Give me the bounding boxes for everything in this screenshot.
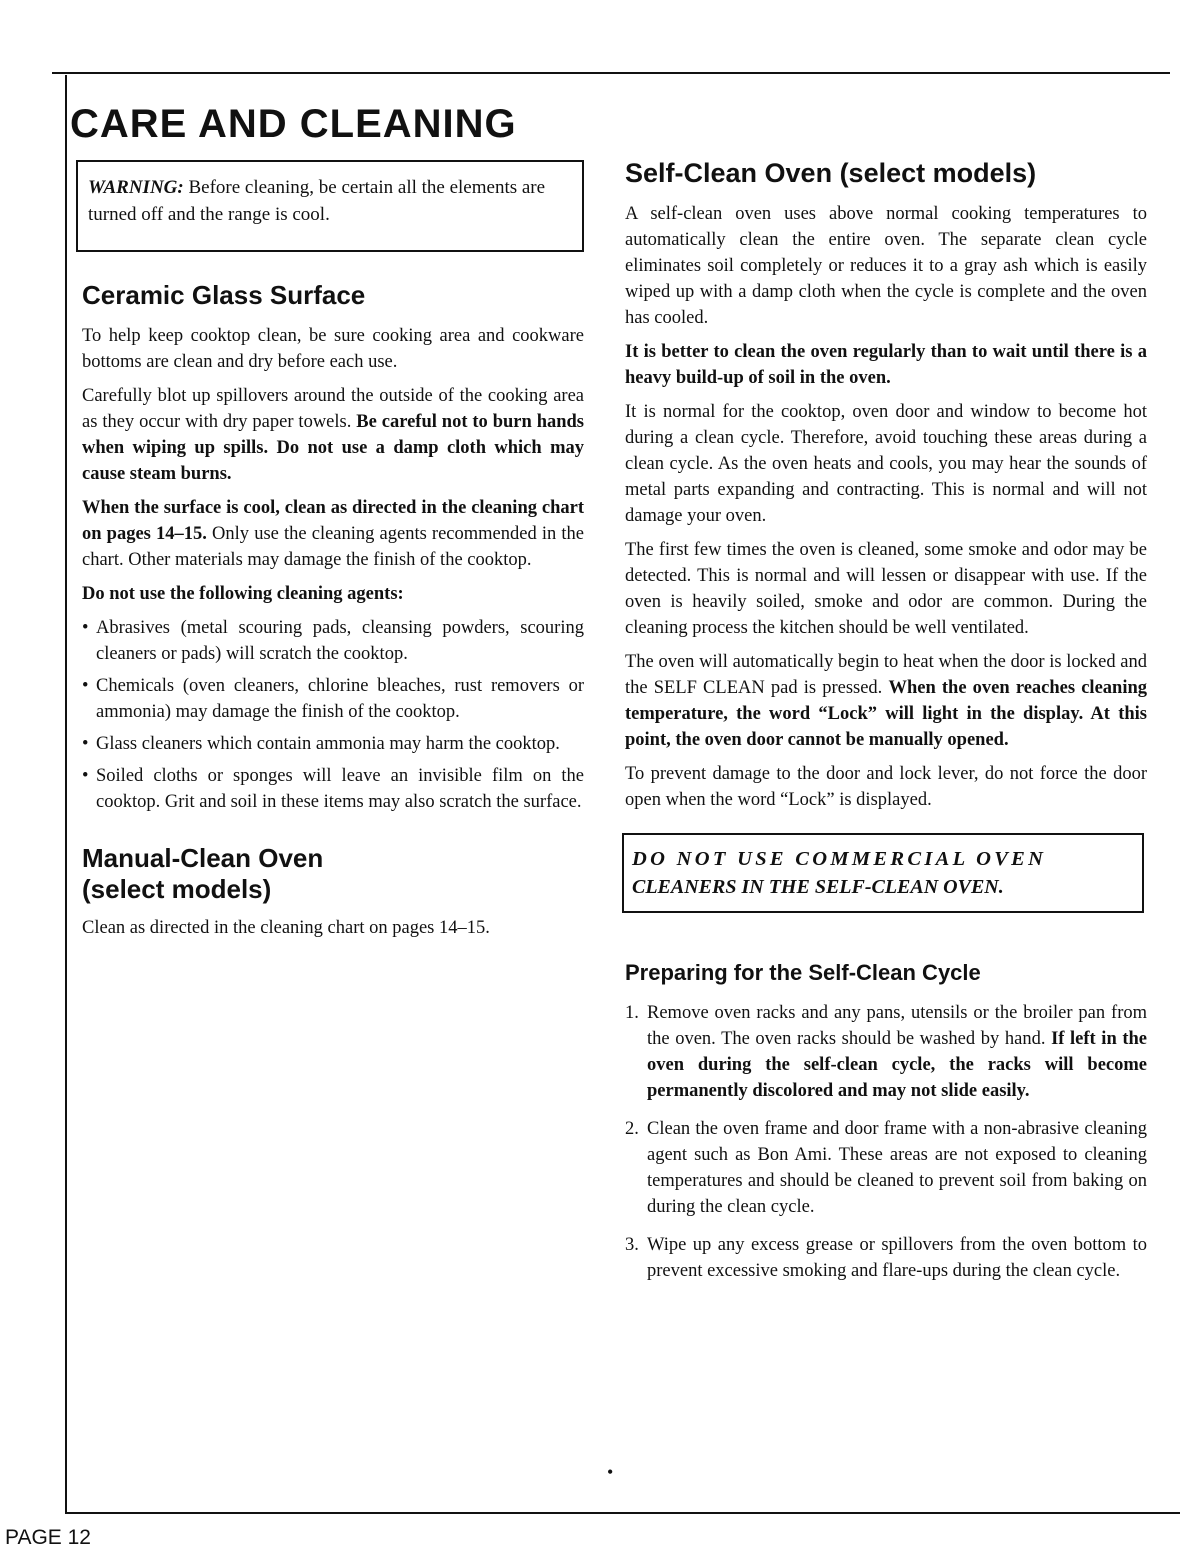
- list-item: • Glass cleaners which contain ammonia may harm the cooktop.: [82, 731, 584, 757]
- list-item: [625, 1000, 1147, 1104]
- step-number: 2.: [625, 1119, 639, 1139]
- manual-heading-line2: (select models): [82, 874, 272, 904]
- self-clean-heading: Self-Clean Oven (select models): [625, 158, 1037, 188]
- chart-text: Only use the cleaning agents recommended in the chart. Other materials may damage the finish of the cooktop.: [82, 524, 584, 570]
- list-item: [625, 1232, 1147, 1284]
- step-number: 3.: [625, 1235, 639, 1255]
- spills-warning: Be careful not to burn hands when wiping up spills. Do not use a damp cloth which may cause steam burns.: [82, 412, 585, 484]
- preparing-steps: [625, 1000, 1147, 1284]
- do-not-use-heading: Do not use the following cleaning agents:: [82, 584, 404, 604]
- chart-reference: When the surface is cool, clean as directed in the cleaning chart on pages 14–15.: [82, 498, 584, 544]
- spills-text: Carefully blot up spillovers around the outside of the cooking area as they occur with dry paper towels.: [82, 386, 584, 432]
- preparing-heading: Preparing for the Self-Clean Cycle: [625, 960, 981, 985]
- self-clean-lock-paragraph: [625, 649, 1147, 753]
- ceramic-chart-paragraph: [82, 495, 584, 573]
- list-item: [625, 1116, 1147, 1220]
- self-clean-damage-paragraph: To prevent damage to the door and lock lever, do not force the door open when the word “Lock” is displayed.: [625, 764, 1147, 810]
- step-warning: If left in the oven during the self-clean cycle, the racks will become permanently discolored and may not slide easily.: [647, 1029, 1148, 1101]
- page-number: PAGE 12: [5, 1526, 91, 1549]
- ceramic-heading: Ceramic Glass Surface: [82, 280, 366, 310]
- lock-text: The oven will automatically begin to heat when the door is locked and the SELF CLEAN pad is pressed.: [625, 652, 1147, 698]
- bottom-rule: [65, 1512, 1180, 1514]
- cleaning-agents-list: [82, 615, 584, 815]
- warning-text: Before cleaning, be certain all the elements are turned off and the range is cool.: [88, 177, 546, 225]
- warning-box: [76, 160, 584, 252]
- left-rule: [65, 75, 67, 1513]
- top-rule: [52, 72, 1170, 74]
- lock-warning: When the oven reaches cleaning temperature, the word “Lock” will light in the display. At this point, the oven door cannot be manually opened.: [625, 678, 1147, 750]
- notice-line2: CLEANERS IN THE SELF-CLEAN OVEN.: [632, 876, 1004, 898]
- self-clean-smoke-paragraph: The first few times the oven is cleaned, some smoke and odor may be detected. This is normal and will lessen or disappear with use. If the oven is heavily soiled, smoke and odor are common. During the cleaning process the kitchen should be well ventilated.: [625, 540, 1147, 638]
- page-title: CARE AND CLEANING: [70, 102, 517, 146]
- manual-clean-text: Clean as directed in the cleaning chart on pages 14–15.: [82, 918, 490, 938]
- stray-bullet: •: [607, 1462, 614, 1482]
- step-text: Clean the oven frame and door frame with a non-abrasive cleaning agent such as Bon Ami. These areas are not exposed to cleaning temperatures and should be cleaned to prevent soil from baking on during the clean cycle.: [647, 1119, 1147, 1217]
- step-text: Remove oven racks and any pans, utensils or the broiler pan from the oven. The oven racks should be washed by hand.: [647, 1003, 1147, 1049]
- manual-heading-line1: Manual-Clean Oven: [82, 843, 324, 873]
- notice-line1: DO NOT USE COMMERCIAL OVEN: [632, 848, 1047, 870]
- warning-label: WARNING:: [88, 177, 184, 198]
- ceramic-intro: To help keep cooktop clean, be sure cooking area and cookware bottoms are clean and dry before each use.: [82, 326, 584, 372]
- self-clean-intro: A self-clean oven uses above normal cooking temperatures to automatically clean the entire oven. The separate clean cycle eliminates soil completely or reduces it to a gray ash which is easily wiped up with a damp cloth when the cycle is complete and the oven has cooled.: [625, 204, 1147, 328]
- left-column: [82, 160, 584, 949]
- list-item: • Chemicals (oven cleaners, chlorine bleaches, rust removers or ammonia) may damage the finish of the cooktop.: [82, 673, 584, 725]
- list-item: • Abrasives (metal scouring pads, cleansing powders, scouring cleaners or pads) will scratch the cooktop.: [82, 615, 584, 667]
- list-item: • Soiled cloths or sponges will leave an invisible film on the cooktop. Grit and soil in these items may also scratch the surface.: [82, 763, 584, 815]
- self-clean-advice: It is better to clean the oven regularly than to wait until there is a heavy build-up of soil in the oven.: [625, 342, 1147, 388]
- step-text: Wipe up any excess grease or spillovers from the oven bottom to prevent excessive smoking and flare-ups during the clean cycle.: [647, 1235, 1147, 1281]
- manual-clean-heading: [82, 843, 584, 905]
- ceramic-spills-paragraph: [82, 383, 584, 487]
- self-clean-heat-paragraph: It is normal for the cooktop, oven door and window to become hot during a clean cycle. Therefore, avoid touching these areas during a clean cycle. As the oven heats and cools, you may hear the sounds of metal parts expanding and contracting. This is normal and will not damage your oven.: [625, 402, 1147, 526]
- notice-box: [622, 833, 1144, 913]
- step-number: 1.: [625, 1003, 639, 1023]
- right-column: [625, 158, 1147, 1296]
